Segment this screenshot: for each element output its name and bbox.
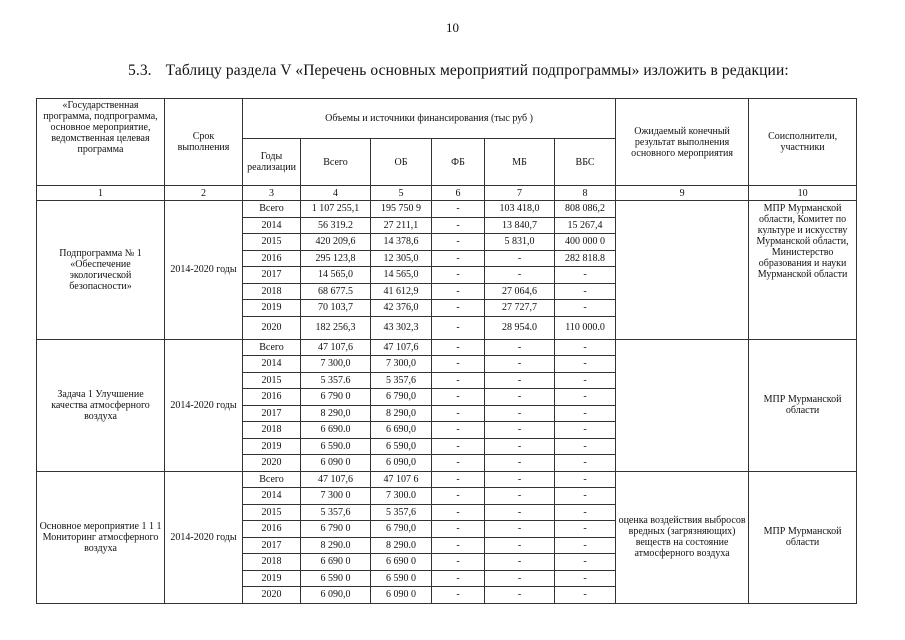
total-cell: 7 300,0 (301, 356, 371, 373)
vbs-cell: - (555, 570, 616, 587)
year-cell: 2014 (243, 356, 301, 373)
year-cell: 2014 (243, 217, 301, 234)
vbs-cell: 808 086,2 (555, 201, 616, 218)
ob-cell: 47 107,6 (371, 339, 432, 356)
col-number: 1 (37, 186, 165, 201)
fb-cell: - (432, 405, 485, 422)
col-number: 10 (749, 186, 857, 201)
mb-cell: - (485, 422, 555, 439)
mb-cell: - (485, 488, 555, 505)
fb-cell: - (432, 488, 485, 505)
fb-cell: - (432, 455, 485, 472)
header-ob: ОБ (371, 139, 432, 186)
year-cell: 2019 (243, 438, 301, 455)
mb-cell: - (485, 570, 555, 587)
mb-cell: 27 064,6 (485, 283, 555, 300)
fb-cell: - (432, 570, 485, 587)
ob-cell: 6 590 0 (371, 570, 432, 587)
total-cell: 6 590.0 (301, 438, 371, 455)
year-cell: Всего (243, 339, 301, 356)
col-number: 9 (616, 186, 749, 201)
total-cell: 6 090,0 (301, 587, 371, 604)
fb-cell: - (432, 250, 485, 267)
term-cell: 2014-2020 годы (165, 471, 243, 603)
ob-cell: 7 300,0 (371, 356, 432, 373)
fb-cell: - (432, 234, 485, 251)
fb-cell: - (432, 201, 485, 218)
fb-cell: - (432, 316, 485, 339)
mb-cell: - (485, 356, 555, 373)
year-cell: 2020 (243, 587, 301, 604)
total-cell: 70 103,7 (301, 300, 371, 317)
total-cell: 7 300 0 (301, 488, 371, 505)
col-number: 5 (371, 186, 432, 201)
ob-cell: 42 376,0 (371, 300, 432, 317)
ob-cell: 5 357,6 (371, 504, 432, 521)
fb-cell: - (432, 283, 485, 300)
ob-cell: 6 090,0 (371, 455, 432, 472)
col-number: 3 (243, 186, 301, 201)
year-cell: 2020 (243, 455, 301, 472)
page-number: 10 (446, 20, 459, 35)
mb-cell: - (485, 438, 555, 455)
mb-cell: 27 727,7 (485, 300, 555, 317)
total-cell: 47 107,6 (301, 471, 371, 488)
year-cell: 2018 (243, 283, 301, 300)
year-cell: 2015 (243, 372, 301, 389)
total-cell: 5 357,6 (301, 504, 371, 521)
vbs-cell: - (555, 339, 616, 356)
mb-cell: - (485, 405, 555, 422)
ob-cell: 8 290,0 (371, 405, 432, 422)
fb-cell: - (432, 587, 485, 604)
total-cell: 6 090 0 (301, 455, 371, 472)
year-cell: 2017 (243, 267, 301, 284)
col-number: 6 (432, 186, 485, 201)
header-result: Ожидаемый конечный результат выполнения основного мероприятия (616, 99, 749, 186)
year-cell: 2016 (243, 389, 301, 406)
table-row (37, 201, 857, 218)
vbs-cell: - (555, 488, 616, 505)
mb-cell: - (485, 372, 555, 389)
result-cell (616, 201, 749, 340)
total-cell: 295 123,8 (301, 250, 371, 267)
total-cell: 8 290,0 (301, 405, 371, 422)
ob-cell: 6 090 0 (371, 587, 432, 604)
executors-cell: МПР Мурманской области, Комитет по культуре и искусству Мурманской области, Министерство образования и науки Мурманской области (749, 201, 857, 340)
fb-cell: - (432, 267, 485, 284)
vbs-cell: - (555, 372, 616, 389)
mb-cell: - (485, 521, 555, 538)
executors-cell: МПР Мурманской области (749, 471, 857, 603)
activities-table (36, 98, 857, 604)
year-cell: Всего (243, 471, 301, 488)
fb-cell: - (432, 217, 485, 234)
col-number: 7 (485, 186, 555, 201)
mb-cell: - (485, 471, 555, 488)
total-cell: 5 357.6 (301, 372, 371, 389)
year-cell: 2017 (243, 405, 301, 422)
program-name-cell: Задача 1 Улучшение качества атмосферного воздуха (37, 339, 165, 471)
mb-cell: - (485, 455, 555, 472)
fb-cell: - (432, 471, 485, 488)
total-cell: 6 690 0 (301, 554, 371, 571)
total-cell: 8 290.0 (301, 537, 371, 554)
mb-cell: - (485, 504, 555, 521)
program-name-cell: Основное мероприятие 1 1 1 Мониторинг атмосферного воздуха (37, 471, 165, 603)
mb-cell: - (485, 554, 555, 571)
fb-cell: - (432, 521, 485, 538)
vbs-cell: - (555, 587, 616, 604)
total-cell: 56 319.2 (301, 217, 371, 234)
total-cell: 420 209,6 (301, 234, 371, 251)
year-cell: 2017 (243, 537, 301, 554)
header-total: Всего (301, 139, 371, 186)
term-cell: 2014-2020 годы (165, 339, 243, 471)
term-cell: 2014-2020 годы (165, 201, 243, 340)
vbs-cell: - (555, 455, 616, 472)
program-name-cell: Подпрограмма № 1 «Обеспечение экологической безопасности» (37, 201, 165, 340)
total-cell: 6 590 0 (301, 570, 371, 587)
vbs-cell: - (555, 356, 616, 373)
year-cell: 2016 (243, 250, 301, 267)
vbs-cell: - (555, 504, 616, 521)
mb-cell: - (485, 250, 555, 267)
fb-cell: - (432, 537, 485, 554)
year-cell: 2019 (243, 300, 301, 317)
header-funding: Объемы и источники финансирования (тыс руб ) (243, 99, 616, 139)
col-number: 4 (301, 186, 371, 201)
vbs-cell: - (555, 389, 616, 406)
mb-cell: - (485, 339, 555, 356)
vbs-cell: - (555, 267, 616, 284)
fb-cell: - (432, 372, 485, 389)
vbs-cell: - (555, 300, 616, 317)
vbs-cell: - (555, 438, 616, 455)
table-row (37, 471, 857, 488)
col-number: 8 (555, 186, 616, 201)
ob-cell: 14 378,6 (371, 234, 432, 251)
total-cell: 47 107,6 (301, 339, 371, 356)
section-heading-text: Таблицу раздела V «Перечень основных мероприятий подпрограммы» изложить в редакции: (165, 62, 789, 79)
section-number: 5.3. (128, 62, 152, 79)
fb-cell: - (432, 356, 485, 373)
vbs-cell: - (555, 283, 616, 300)
vbs-cell: - (555, 422, 616, 439)
fb-cell: - (432, 389, 485, 406)
header-term: Срок выполнения (165, 99, 243, 186)
fb-cell: - (432, 504, 485, 521)
table-row (37, 339, 857, 356)
header-years: Годы реализации (243, 139, 301, 186)
year-cell: 2016 (243, 521, 301, 538)
fb-cell: - (432, 300, 485, 317)
ob-cell: 14 565,0 (371, 267, 432, 284)
mb-cell: 5 831,0 (485, 234, 555, 251)
year-cell: 2018 (243, 554, 301, 571)
ob-cell: 6 790,0 (371, 521, 432, 538)
mb-cell: - (485, 267, 555, 284)
section-heading (128, 62, 789, 80)
mb-cell: - (485, 587, 555, 604)
total-cell: 6 790 0 (301, 389, 371, 406)
ob-cell: 41 612,9 (371, 283, 432, 300)
ob-cell: 6 790,0 (371, 389, 432, 406)
ob-cell: 6 590,0 (371, 438, 432, 455)
result-cell (616, 339, 749, 471)
header-fb: ФБ (432, 139, 485, 186)
fb-cell: - (432, 438, 485, 455)
header-mb: МБ (485, 139, 555, 186)
year-cell: 2014 (243, 488, 301, 505)
vbs-cell: 282 818.8 (555, 250, 616, 267)
total-cell: 68 677.5 (301, 283, 371, 300)
total-cell: 6 690.0 (301, 422, 371, 439)
ob-cell: 47 107 6 (371, 471, 432, 488)
header-executors: Соисполнители, участники (749, 99, 857, 186)
mb-cell: - (485, 389, 555, 406)
ob-cell: 43 302,3 (371, 316, 432, 339)
year-cell: 2018 (243, 422, 301, 439)
vbs-cell: - (555, 521, 616, 538)
ob-cell: 8 290.0 (371, 537, 432, 554)
total-cell: 182 256,3 (301, 316, 371, 339)
year-cell: 2020 (243, 316, 301, 339)
year-cell: 2015 (243, 234, 301, 251)
ob-cell: 6 690,0 (371, 422, 432, 439)
fb-cell: - (432, 554, 485, 571)
ob-cell: 6 690 0 (371, 554, 432, 571)
ob-cell: 7 300.0 (371, 488, 432, 505)
vbs-cell: 15 267,4 (555, 217, 616, 234)
vbs-cell: - (555, 554, 616, 571)
executors-cell: МПР Мурманской области (749, 339, 857, 471)
year-cell: Всего (243, 201, 301, 218)
result-cell: оценка воздействия выбросов вредных (загрязняющих) веществ на состояние атмосферного воздуха (616, 471, 749, 603)
year-cell: 2015 (243, 504, 301, 521)
ob-cell: 195 750 9 (371, 201, 432, 218)
header-program: «Государственная программа, подпрограмма, основное мероприятие, ведомственная целевая программа (37, 99, 165, 186)
mb-cell: 13 840,7 (485, 217, 555, 234)
ob-cell: 27 211,1 (371, 217, 432, 234)
vbs-cell: 110 000.0 (555, 316, 616, 339)
vbs-cell: - (555, 405, 616, 422)
fb-cell: - (432, 422, 485, 439)
col-number: 2 (165, 186, 243, 201)
total-cell: 6 790 0 (301, 521, 371, 538)
vbs-cell: 400 000 0 (555, 234, 616, 251)
mb-cell: 103 418,0 (485, 201, 555, 218)
mb-cell: - (485, 537, 555, 554)
total-cell: 1 107 255,1 (301, 201, 371, 218)
year-cell: 2019 (243, 570, 301, 587)
vbs-cell: - (555, 471, 616, 488)
fb-cell: - (432, 339, 485, 356)
mb-cell: 28 954.0 (485, 316, 555, 339)
total-cell: 14 565,0 (301, 267, 371, 284)
vbs-cell: - (555, 537, 616, 554)
ob-cell: 12 305,0 (371, 250, 432, 267)
header-vbs: ВБС (555, 139, 616, 186)
ob-cell: 5 357,6 (371, 372, 432, 389)
